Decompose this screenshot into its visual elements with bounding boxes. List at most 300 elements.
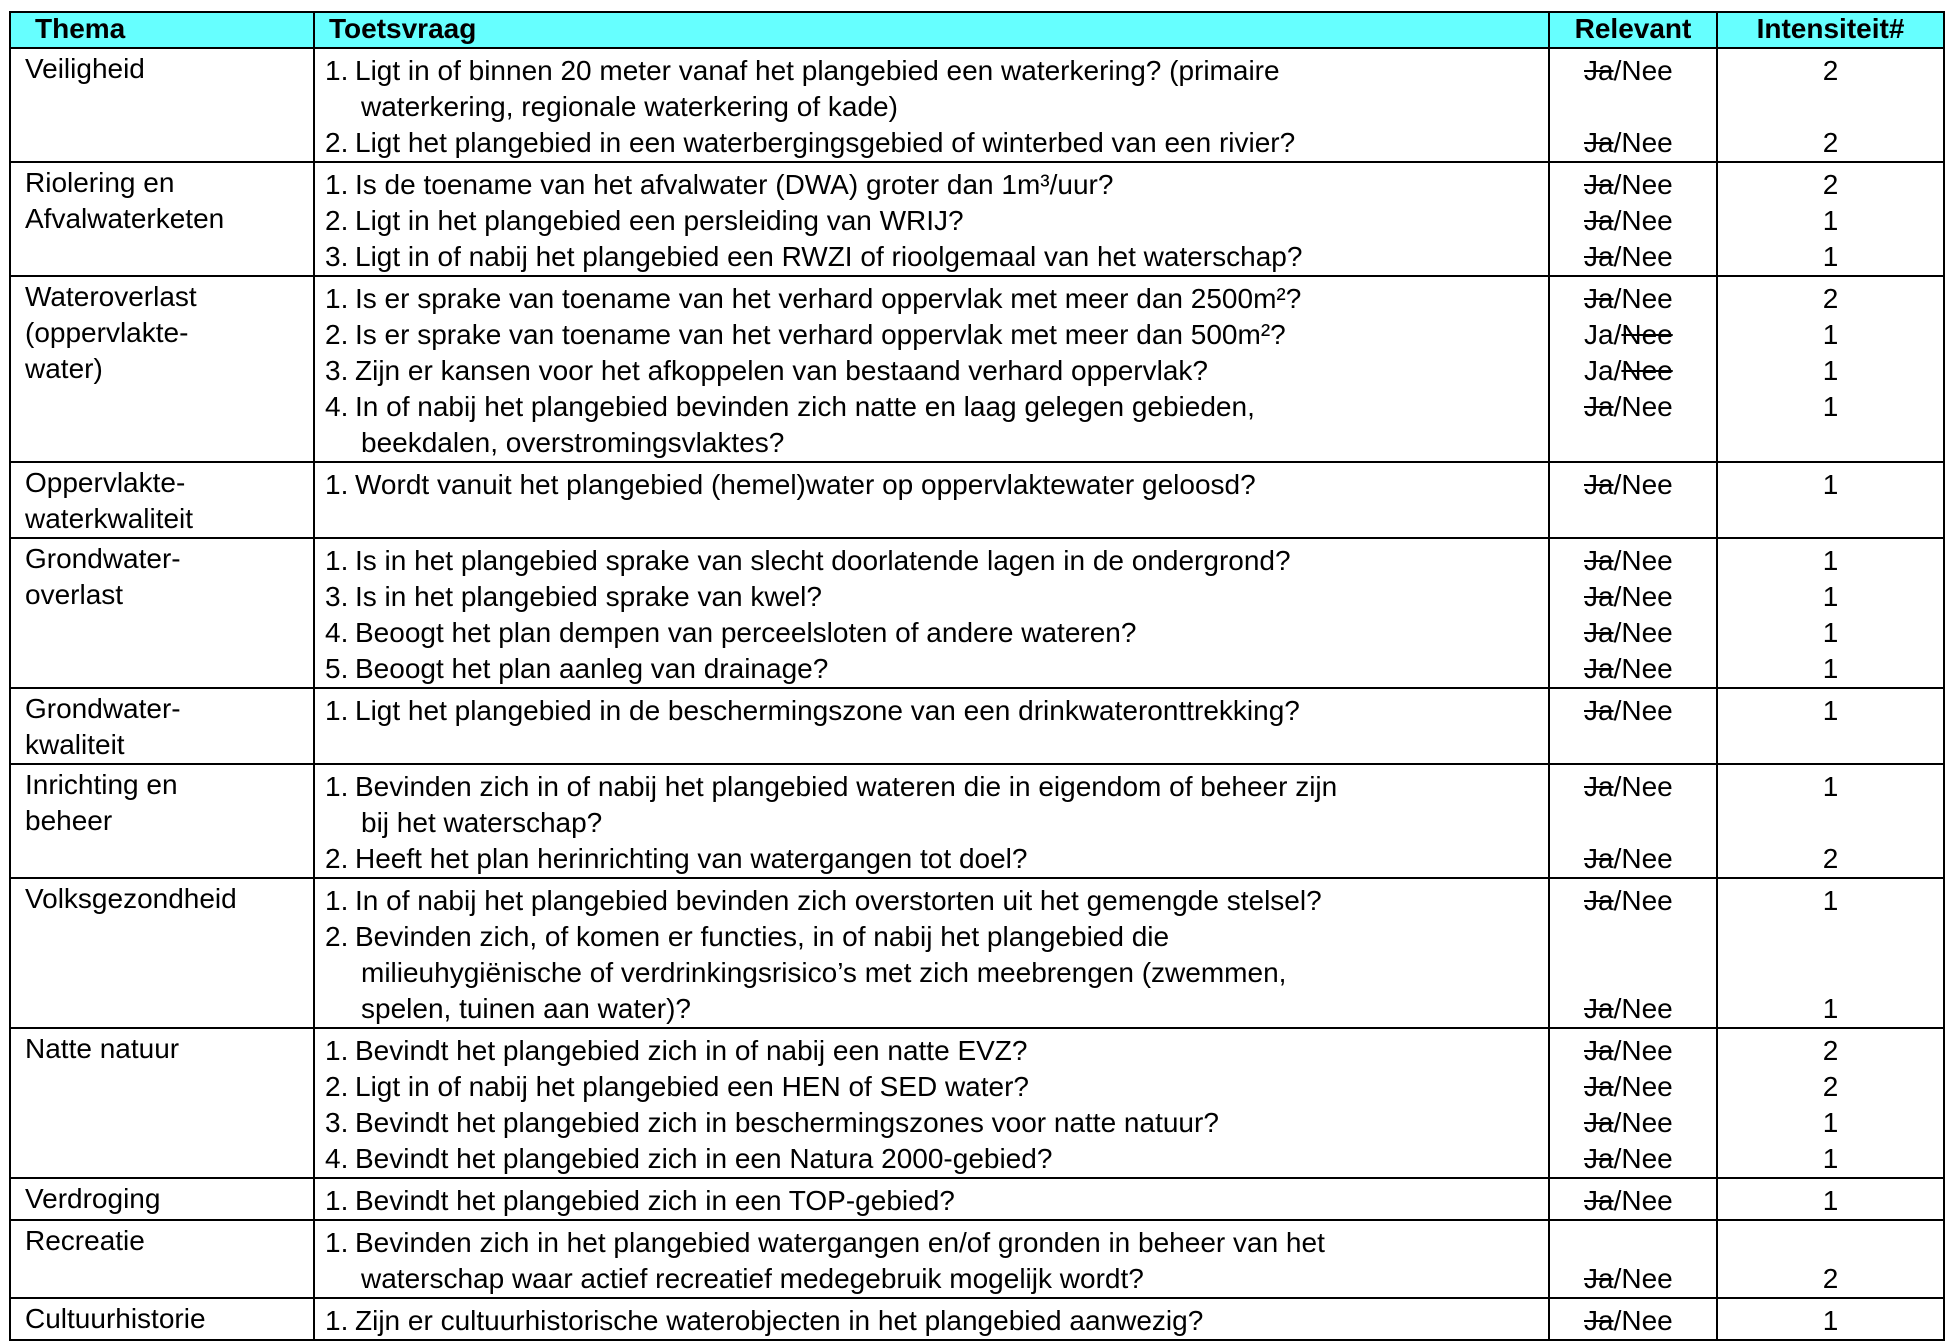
question-number: 1. bbox=[325, 545, 349, 576]
question-number: 1. bbox=[325, 885, 349, 916]
question-text: Bevindt het plangebied zich in beschermingszones voor natte natuur? bbox=[355, 1107, 1219, 1138]
question-line bbox=[325, 125, 1542, 161]
thema-label: kwaliteit bbox=[25, 729, 125, 760]
ja-nee-answer bbox=[1550, 203, 1716, 239]
ja-nee-answer bbox=[1550, 125, 1716, 161]
ja-nee-answer bbox=[1550, 1069, 1716, 1105]
question-text: Ligt het plangebied in een waterbergingsgebied of winterbed van een rivier? bbox=[355, 127, 1296, 158]
answer-ja: Ja bbox=[1584, 771, 1614, 802]
question-text: Bevindt het plangebied zich in een Natura 2000-gebied? bbox=[355, 1143, 1053, 1174]
header-toetsvraag: Toetsvraag bbox=[314, 12, 1549, 48]
answer-slash: / bbox=[1613, 843, 1622, 874]
answer-nee: Nee bbox=[1621, 241, 1673, 272]
toetsvraag-cell bbox=[314, 1028, 1549, 1178]
toetsvraag-cell bbox=[314, 1178, 1549, 1220]
intensiteit-value: 1 bbox=[1822, 355, 1839, 386]
intensiteit-cell bbox=[1717, 276, 1944, 462]
thema-cell bbox=[10, 1220, 314, 1298]
intensiteit-value: 2 bbox=[1822, 1263, 1839, 1294]
header-thema: Thema bbox=[10, 12, 314, 48]
question-line bbox=[325, 1141, 1542, 1177]
question-line bbox=[325, 281, 1542, 317]
ja-nee-answer bbox=[1550, 281, 1716, 317]
intensiteit-cell bbox=[1717, 48, 1944, 162]
question-text: Ligt in of nabij het plangebied een HEN of SED water? bbox=[355, 1071, 1029, 1102]
question-number: 1. bbox=[325, 55, 349, 86]
table-body bbox=[10, 48, 1944, 1340]
toetsvraag-cell bbox=[314, 1298, 1549, 1340]
intensiteit-value: 1 bbox=[1822, 1107, 1839, 1138]
ja-nee-answer bbox=[1550, 651, 1716, 687]
question-line bbox=[325, 615, 1542, 651]
intensiteit-cell bbox=[1717, 764, 1944, 878]
thema-cell bbox=[10, 1178, 314, 1220]
thema-label: Oppervlakte- bbox=[25, 467, 186, 498]
answer-nee: Nee bbox=[1621, 169, 1673, 200]
toetsvraag-cell bbox=[314, 764, 1549, 878]
answer-nee: Nee bbox=[1621, 469, 1673, 500]
question-line bbox=[325, 203, 1542, 239]
answer-ja: Ja bbox=[1584, 1185, 1614, 1216]
thema-label: (oppervlakte- bbox=[25, 317, 189, 348]
answer-nee: Nee bbox=[1621, 319, 1673, 350]
toetsvraag-cell bbox=[314, 48, 1549, 162]
thema-cell bbox=[10, 1028, 314, 1178]
answer-slash: / bbox=[1613, 1035, 1622, 1066]
question-line bbox=[325, 167, 1542, 203]
question-line bbox=[325, 1033, 1542, 1069]
answer-ja: Ja bbox=[1584, 241, 1614, 272]
intensiteit-value: 1 bbox=[1822, 617, 1839, 648]
relevant-cell bbox=[1549, 1220, 1717, 1298]
answer-nee: Nee bbox=[1621, 545, 1673, 576]
answer-nee: Nee bbox=[1621, 1107, 1673, 1138]
question-number: 5. bbox=[325, 653, 349, 684]
intensiteit-cell bbox=[1717, 162, 1944, 276]
answer-ja: Ja bbox=[1584, 469, 1614, 500]
ja-nee-answer bbox=[1550, 1183, 1716, 1219]
answer-ja: Ja bbox=[1584, 1143, 1614, 1174]
ja-nee-answer bbox=[1550, 543, 1716, 579]
answer-ja: Ja bbox=[1584, 283, 1614, 314]
thema-label: Volksgezondheid bbox=[25, 883, 237, 914]
intensiteit-value: 1 bbox=[1822, 1185, 1839, 1216]
thema-label: Wateroverlast bbox=[25, 281, 197, 312]
answer-slash: / bbox=[1613, 1263, 1622, 1294]
question-text: In of nabij het plangebied bevinden zich overstorten uit het gemengde stelsel? bbox=[355, 885, 1322, 916]
intensiteit-cell bbox=[1717, 1028, 1944, 1178]
ja-nee-answer bbox=[1550, 353, 1716, 389]
question-text: Bevinden zich in het plangebied watergangen en/of gronden in beheer van het bbox=[355, 1227, 1325, 1258]
intensiteit-cell bbox=[1717, 538, 1944, 688]
ja-nee-answer bbox=[1550, 579, 1716, 615]
ja-nee-answer bbox=[1550, 883, 1716, 919]
question-number: 3. bbox=[325, 1107, 349, 1138]
question-text: waterkering, regionale waterkering of kade) bbox=[361, 91, 898, 122]
intensiteit-cell bbox=[1717, 878, 1944, 1028]
answer-slash: / bbox=[1613, 885, 1622, 916]
answer-slash: / bbox=[1613, 127, 1622, 158]
answer-ja: Ja bbox=[1584, 391, 1614, 422]
answer-nee: Nee bbox=[1621, 1071, 1673, 1102]
question-line bbox=[325, 651, 1542, 687]
answer-slash: / bbox=[1613, 1185, 1622, 1216]
question-number bbox=[325, 991, 355, 1027]
intensiteit-value: 2 bbox=[1822, 169, 1839, 200]
question-number: 1. bbox=[325, 1305, 349, 1336]
intensiteit-value: 1 bbox=[1822, 885, 1839, 916]
answer-nee: Nee bbox=[1621, 1185, 1673, 1216]
question-line bbox=[325, 1303, 1542, 1339]
question-line bbox=[325, 769, 1542, 805]
question-text: Ligt het plangebied in de beschermingszone van een drinkwateronttrekking? bbox=[355, 695, 1300, 726]
ja-nee-answer bbox=[1550, 841, 1716, 877]
ja-nee-answer bbox=[1550, 467, 1716, 503]
question-line bbox=[325, 239, 1542, 275]
question-number bbox=[325, 89, 355, 125]
intensiteit-value: 2 bbox=[1822, 843, 1839, 874]
thema-label: Riolering en bbox=[25, 167, 175, 198]
answer-slash: / bbox=[1613, 319, 1622, 350]
answer-slash: / bbox=[1613, 695, 1622, 726]
toetsvragen-table bbox=[9, 11, 1945, 1341]
question-number: 2. bbox=[325, 921, 349, 952]
question-number: 2. bbox=[325, 1071, 349, 1102]
question-number bbox=[325, 805, 355, 841]
thema-label: Afvalwaterketen bbox=[25, 203, 225, 234]
question-line bbox=[325, 353, 1542, 389]
relevant-cell bbox=[1549, 538, 1717, 688]
thema-label: Veiligheid bbox=[25, 53, 145, 84]
intensiteit-value: 1 bbox=[1822, 581, 1839, 612]
answer-ja: Ja bbox=[1584, 885, 1614, 916]
intensiteit-cell bbox=[1717, 1220, 1944, 1298]
answer-nee: Nee bbox=[1621, 771, 1673, 802]
question-number: 1. bbox=[325, 169, 349, 200]
question-line bbox=[325, 1105, 1542, 1141]
question-text: Is de toename van het afvalwater (DWA) groter dan 1m³/uur? bbox=[355, 169, 1114, 200]
question-text: Beoogt het plan aanleg van drainage? bbox=[355, 653, 829, 684]
question-line bbox=[325, 317, 1542, 353]
question-line bbox=[325, 389, 1542, 425]
question-line bbox=[325, 805, 1542, 841]
question-text: Is er sprake van toename van het verhard oppervlak met meer dan 2500m²? bbox=[355, 283, 1302, 314]
answer-nee: Nee bbox=[1621, 843, 1673, 874]
answer-slash: / bbox=[1613, 771, 1622, 802]
question-number: 2. bbox=[325, 319, 349, 350]
intensiteit-cell bbox=[1717, 1178, 1944, 1220]
question-number: 1. bbox=[325, 771, 349, 802]
answer-nee: Nee bbox=[1621, 1035, 1673, 1066]
thema-label: Grondwater- bbox=[25, 543, 181, 574]
question-text: waterschap waar actief recreatief medegebruik mogelijk wordt? bbox=[361, 1263, 1144, 1294]
question-text: Wordt vanuit het plangebied (hemel)water op oppervlaktewater geloosd? bbox=[355, 469, 1256, 500]
answer-ja: Ja bbox=[1584, 169, 1614, 200]
question-line bbox=[325, 1069, 1542, 1105]
answer-ja: Ja bbox=[1584, 653, 1614, 684]
answer-ja: Ja bbox=[1584, 355, 1614, 386]
question-number bbox=[325, 955, 355, 991]
answer-slash: / bbox=[1613, 1143, 1622, 1174]
table-row bbox=[10, 1220, 1944, 1298]
question-line bbox=[325, 1183, 1542, 1219]
thema-label: Verdroging bbox=[25, 1183, 161, 1214]
ja-nee-answer bbox=[1550, 1141, 1716, 1177]
table-row bbox=[10, 1298, 1944, 1340]
answer-slash: / bbox=[1613, 469, 1622, 500]
question-line bbox=[325, 841, 1542, 877]
relevant-cell bbox=[1549, 1178, 1717, 1220]
thema-cell bbox=[10, 878, 314, 1028]
question-line bbox=[325, 467, 1542, 503]
answer-slash: / bbox=[1613, 355, 1622, 386]
question-number: 4. bbox=[325, 1143, 349, 1174]
question-number: 4. bbox=[325, 617, 349, 648]
ja-nee-answer bbox=[1550, 167, 1716, 203]
answer-nee: Nee bbox=[1621, 993, 1673, 1024]
relevant-cell bbox=[1549, 48, 1717, 162]
question-line bbox=[325, 53, 1542, 89]
question-number: 2. bbox=[325, 205, 349, 236]
question-text: Is er sprake van toename van het verhard oppervlak met meer dan 500m²? bbox=[355, 319, 1286, 350]
answer-ja: Ja bbox=[1584, 545, 1614, 576]
answer-nee: Nee bbox=[1621, 1305, 1673, 1336]
thema-label: waterkwaliteit bbox=[25, 503, 194, 534]
intensiteit-value: 1 bbox=[1822, 545, 1839, 576]
intensiteit-cell bbox=[1717, 688, 1944, 764]
thema-cell bbox=[10, 538, 314, 688]
answer-ja: Ja bbox=[1584, 55, 1614, 86]
answer-ja: Ja bbox=[1584, 695, 1614, 726]
relevant-cell bbox=[1549, 1298, 1717, 1340]
answer-slash: / bbox=[1613, 993, 1622, 1024]
answer-nee: Nee bbox=[1621, 391, 1673, 422]
thema-label: water) bbox=[25, 353, 103, 384]
ja-nee-answer bbox=[1550, 1033, 1716, 1069]
question-text: In of nabij het plangebied bevinden zich natte en laag gelegen gebieden, bbox=[355, 391, 1255, 422]
intensiteit-value: 2 bbox=[1822, 127, 1839, 158]
thema-cell bbox=[10, 764, 314, 878]
question-number: 3. bbox=[325, 241, 349, 272]
answer-ja: Ja bbox=[1584, 1071, 1614, 1102]
answer-nee: Nee bbox=[1621, 653, 1673, 684]
answer-ja: Ja bbox=[1584, 1263, 1614, 1294]
thema-cell bbox=[10, 1298, 314, 1340]
table-row bbox=[10, 878, 1944, 1028]
answer-slash: / bbox=[1613, 1071, 1622, 1102]
question-number: 2. bbox=[325, 127, 349, 158]
answer-ja: Ja bbox=[1584, 319, 1614, 350]
relevant-cell bbox=[1549, 764, 1717, 878]
question-number: 3. bbox=[325, 355, 349, 386]
answer-slash: / bbox=[1613, 283, 1622, 314]
answer-ja: Ja bbox=[1584, 127, 1614, 158]
answer-nee: Nee bbox=[1621, 695, 1673, 726]
ja-nee-answer bbox=[1550, 239, 1716, 275]
intensiteit-value: 2 bbox=[1822, 1035, 1839, 1066]
question-text: beekdalen, overstromingsvlaktes? bbox=[361, 427, 785, 458]
answer-slash: / bbox=[1613, 581, 1622, 612]
answer-slash: / bbox=[1613, 617, 1622, 648]
question-number: 1. bbox=[325, 1227, 349, 1258]
answer-ja: Ja bbox=[1584, 1305, 1614, 1336]
answer-nee: Nee bbox=[1621, 283, 1673, 314]
intensiteit-value: 1 bbox=[1822, 241, 1839, 272]
answer-ja: Ja bbox=[1584, 581, 1614, 612]
question-text: Is in het plangebied sprake van slecht doorlatende lagen in de ondergrond? bbox=[355, 545, 1291, 576]
table-row bbox=[10, 1178, 1944, 1220]
question-number: 1. bbox=[325, 695, 349, 726]
thema-label: overlast bbox=[25, 579, 124, 610]
thema-label: Cultuurhistorie bbox=[25, 1303, 206, 1334]
intensiteit-value: 1 bbox=[1822, 391, 1839, 422]
thema-label: Grondwater- bbox=[25, 693, 181, 724]
toetsvraag-cell bbox=[314, 462, 1549, 538]
toetsvraag-cell bbox=[314, 276, 1549, 462]
answer-ja: Ja bbox=[1584, 1035, 1614, 1066]
answer-ja: Ja bbox=[1584, 617, 1614, 648]
question-line bbox=[325, 991, 1542, 1027]
relevant-cell bbox=[1549, 688, 1717, 764]
question-text: spelen, tuinen aan water)? bbox=[361, 993, 691, 1024]
answer-nee: Nee bbox=[1621, 1263, 1673, 1294]
question-line bbox=[325, 543, 1542, 579]
question-line bbox=[325, 883, 1542, 919]
intensiteit-cell bbox=[1717, 462, 1944, 538]
ja-nee-answer bbox=[1550, 317, 1716, 353]
thema-label: Inrichting en bbox=[25, 769, 178, 800]
question-number: 2. bbox=[325, 843, 349, 874]
answer-slash: / bbox=[1613, 653, 1622, 684]
table-row bbox=[10, 462, 1944, 538]
question-text: Ligt in of binnen 20 meter vanaf het plangebied een waterkering? (primaire bbox=[355, 55, 1280, 86]
toetsvraag-cell bbox=[314, 878, 1549, 1028]
question-number: 4. bbox=[325, 391, 349, 422]
question-line bbox=[325, 425, 1542, 461]
table-row bbox=[10, 162, 1944, 276]
question-line bbox=[325, 693, 1542, 729]
question-line bbox=[325, 955, 1542, 991]
ja-nee-answer bbox=[1550, 615, 1716, 651]
thema-cell bbox=[10, 462, 314, 538]
ja-nee-answer bbox=[1550, 389, 1716, 425]
answer-nee: Nee bbox=[1621, 127, 1673, 158]
intensiteit-value: 2 bbox=[1822, 55, 1839, 86]
ja-nee-answer bbox=[1550, 769, 1716, 805]
toetsvraag-cell bbox=[314, 1220, 1549, 1298]
header-intensiteit: Intensiteit# bbox=[1717, 12, 1944, 48]
table-row bbox=[10, 1028, 1944, 1178]
question-text: Bevinden zich in of nabij het plangebied wateren die in eigendom of beheer zijn bbox=[355, 771, 1338, 802]
toetsvraag-cell bbox=[314, 162, 1549, 276]
question-text: Zijn er kansen voor het afkoppelen van bestaand verhard oppervlak? bbox=[355, 355, 1208, 386]
table-row bbox=[10, 538, 1944, 688]
ja-nee-answer bbox=[1550, 1261, 1716, 1297]
answer-slash: / bbox=[1613, 1107, 1622, 1138]
relevant-cell bbox=[1549, 276, 1717, 462]
question-number bbox=[325, 1261, 355, 1297]
thema-label: Natte natuur bbox=[25, 1033, 180, 1064]
intensiteit-value: 2 bbox=[1822, 283, 1839, 314]
answer-slash: / bbox=[1613, 169, 1622, 200]
question-text: Bevinden zich, of komen er functies, in of nabij het plangebied die bbox=[355, 921, 1170, 952]
thema-cell bbox=[10, 162, 314, 276]
question-line bbox=[325, 919, 1542, 955]
thema-label: beheer bbox=[25, 805, 113, 836]
relevant-cell bbox=[1549, 878, 1717, 1028]
question-text: Bevindt het plangebied zich in een TOP-gebied? bbox=[355, 1185, 955, 1216]
intensiteit-value: 1 bbox=[1822, 319, 1839, 350]
table-row bbox=[10, 48, 1944, 162]
answer-nee: Nee bbox=[1621, 885, 1673, 916]
answer-nee: Nee bbox=[1621, 581, 1673, 612]
relevant-cell bbox=[1549, 162, 1717, 276]
answer-nee: Nee bbox=[1621, 1143, 1673, 1174]
table-row bbox=[10, 276, 1944, 462]
question-text: Is in het plangebied sprake van kwel? bbox=[355, 581, 822, 612]
question-number: 3. bbox=[325, 581, 349, 612]
thema-cell bbox=[10, 48, 314, 162]
answer-ja: Ja bbox=[1584, 1107, 1614, 1138]
intensiteit-value: 1 bbox=[1822, 993, 1839, 1024]
intensiteit-value: 1 bbox=[1822, 771, 1839, 802]
question-text: Ligt in het plangebied een persleiding van WRIJ? bbox=[355, 205, 964, 236]
relevant-cell bbox=[1549, 1028, 1717, 1178]
ja-nee-answer bbox=[1550, 693, 1716, 729]
question-text: Beoogt het plan dempen van perceelsloten of andere wateren? bbox=[355, 617, 1137, 648]
question-text: Bevindt het plangebied zich in of nabij een natte EVZ? bbox=[355, 1035, 1028, 1066]
header-relevant: Relevant bbox=[1549, 12, 1717, 48]
question-line bbox=[325, 579, 1542, 615]
relevant-cell bbox=[1549, 462, 1717, 538]
question-text: milieuhygiënische of verdrinkingsrisico’s met zich meebrengen (zwemmen, bbox=[361, 957, 1287, 988]
ja-nee-answer bbox=[1550, 53, 1716, 89]
ja-nee-answer bbox=[1550, 1303, 1716, 1339]
answer-nee: Nee bbox=[1621, 355, 1673, 386]
answer-nee: Nee bbox=[1621, 55, 1673, 86]
question-number: 1. bbox=[325, 283, 349, 314]
answer-nee: Nee bbox=[1621, 205, 1673, 236]
question-number: 1. bbox=[325, 1185, 349, 1216]
intensiteit-value: 1 bbox=[1822, 205, 1839, 236]
ja-nee-answer bbox=[1550, 991, 1716, 1027]
thema-cell bbox=[10, 688, 314, 764]
thema-label: Recreatie bbox=[25, 1225, 145, 1256]
question-text: Zijn er cultuurhistorische waterobjecten in het plangebied aanwezig? bbox=[355, 1305, 1204, 1336]
question-text: Ligt in of nabij het plangebied een RWZI of rioolgemaal van het waterschap? bbox=[355, 241, 1303, 272]
intensiteit-value: 1 bbox=[1822, 469, 1839, 500]
answer-slash: / bbox=[1613, 205, 1622, 236]
question-text: Heeft het plan herinrichting van watergangen tot doel? bbox=[355, 843, 1028, 874]
table-row bbox=[10, 764, 1944, 878]
answer-slash: / bbox=[1613, 391, 1622, 422]
header-row bbox=[10, 12, 1944, 48]
answer-slash: / bbox=[1613, 1305, 1622, 1336]
answer-slash: / bbox=[1613, 55, 1622, 86]
question-line bbox=[325, 1225, 1542, 1261]
intensiteit-value: 1 bbox=[1822, 695, 1839, 726]
question-number: 1. bbox=[325, 1035, 349, 1066]
intensiteit-value: 1 bbox=[1822, 1143, 1839, 1174]
question-number: 1. bbox=[325, 469, 349, 500]
answer-ja: Ja bbox=[1584, 843, 1614, 874]
question-number bbox=[325, 425, 355, 461]
intensiteit-value: 2 bbox=[1822, 1071, 1839, 1102]
table-row bbox=[10, 688, 1944, 764]
toetsvraag-cell bbox=[314, 538, 1549, 688]
answer-slash: / bbox=[1613, 241, 1622, 272]
ja-nee-answer bbox=[1550, 1105, 1716, 1141]
